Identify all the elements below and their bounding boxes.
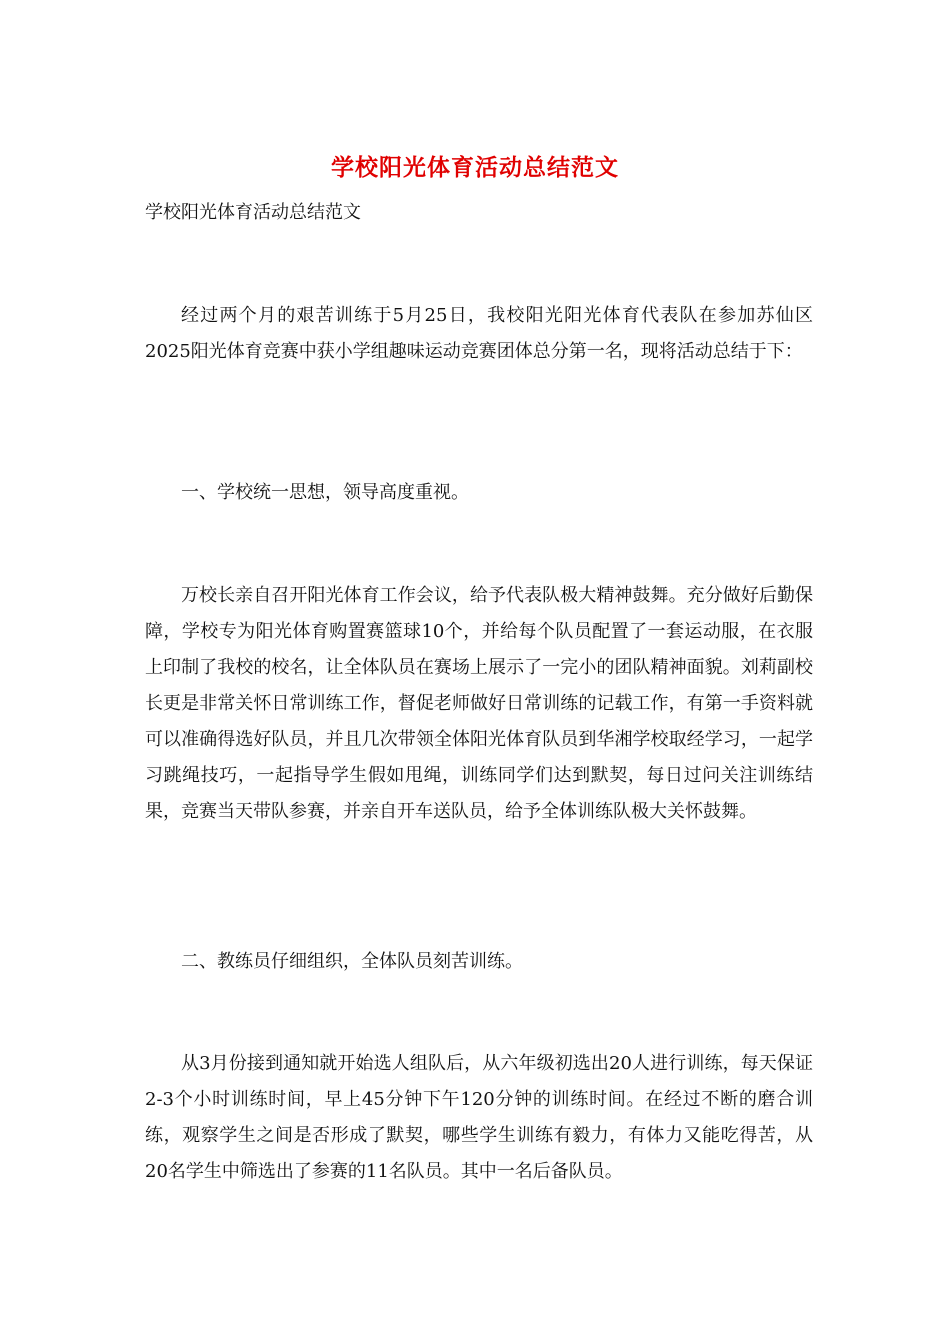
document-subtitle: 学校阳光体育活动总结范文 — [145, 202, 361, 223]
section-1-body: 万校长亲自召开阳光体育工作会议，给予代表队极大精神鼓舞。充分做好后勤保障，学校专为阳光体育购置赛篮球10个，并给每个队员配置了一套运动服，在衣服上印制了我校的校名，让全体队员在赛场上展示了一完小的团队精神面貌。刘莉副校长更是非常关怀日常训练工作，督促老师做好日常训练的记载工作，有第一手资料就可以准确得选好队员，并且几次带领全体阳光体育队员到华湘学校取经学习，一起学习跳绳技巧，一起指导学生假如甩绳，训练同学们达到默契，每日过问关注训练结果，竞赛当天带队参赛，并亲自开车送队员，给予全体训练队极大关怀鼓舞。 — [145, 585, 813, 822]
document-title: 学校阳光体育活动总结范文 — [331, 154, 619, 181]
section-1-heading: 一、学校统一思想，领导高度重视。 — [181, 482, 469, 503]
section-2-heading: 二、教练员仔细组织，全体队员刻苦训练。 — [181, 951, 523, 972]
section-2-body: 从3月份接到通知就开始选人组队后，从六年级初选出20人进行训练，每天保证2-3个小时训练时间，早上45分钟下午120分钟的训练时间。在经过不断的磨合训练，观察学生之间是否形成了默契，哪些学生训练有毅力，有体力又能吃得苦，从20名学生中筛选出了参赛的11名队员。其中一名后备队员。 — [145, 1053, 813, 1182]
intro-paragraph: 经过两个月的艰苦训练于5月25日，我校阳光阳光体育代表队在参加苏仙区2025阳光体育竞赛中获小学组趣味运动竞赛团体总分第一名，现将活动总结于下： — [145, 305, 813, 362]
